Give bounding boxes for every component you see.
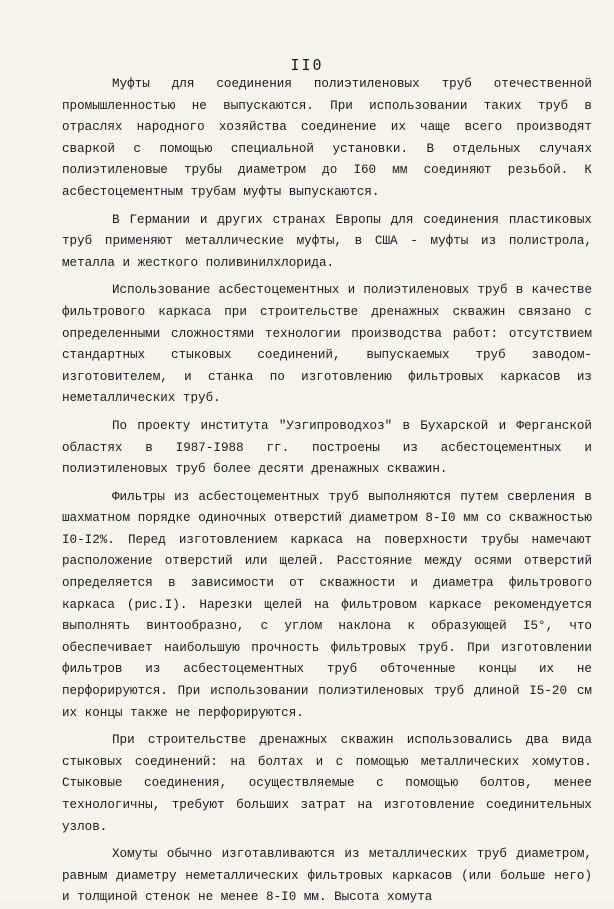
paragraph-2: В Германии и других странах Европы для соединения пластиковых труб применяют металлические муфты, в США - муфты из полистрола, металла и жесткого поливинилхлорида. — [62, 212, 592, 270]
page-number: II0 — [290, 56, 324, 74]
paragraph-1: Муфты для соединения полиэтиленовых труб отечественной промышленностью не выпускаются. При использовании таких труб в отраслях народного хозяйства соединение их чаще всего производят сваркой с помощью специальной установки. В отдельных случаях полиэтиленовые трубы диаметром до I60 мм соединяют резьбой. К асбестоцементным трубам муфты выпускаются. — [62, 77, 592, 199]
body-text — [62, 74, 592, 909]
paragraph-5: Фильтры из асбестоцементных труб выполняются путем сверления в шахматном порядке одиночных отверстий диаметром 8-I0 мм со скважностью I0-I2%. Перед изготовлением каркаса на поверхности трубы намечают расположение отверстий или щелей. Расстояние между осями отверстий определяется в зависимости от скважности и диаметра фильтрового каркаса (рис.I). Нарезки щелей на фильтровом каркасе рекомендуется выполнять винтообразно, с углом наклона к образующей I5°, что обеспечивает наибольшую прочность фильтровых труб. При изготовлении фильтров из асбестоцементных труб обточенные концы их не перфорируются. При использовании полиэтиленовых труб длиной I5-20 см их концы также не перфорируются. — [62, 489, 592, 720]
paragraph-7: Хомуты обычно изготавливаются из металлических труб диаметром, равным диаметру неметаллических фильтровых каркасов (или больше него) и толщиной стенок не менее 8-I0 мм. Высота хомута — [62, 847, 592, 905]
paragraph-6: При строительстве дренажных скважин использовались два вида стыковых соединений: на болтах и с помощью металлических хомутов. Стыковые соединения, осуществляемые с помощью болтов, менее технологичны, требуют больших затрат на изготовление соединительных узлов. — [62, 733, 592, 834]
paragraph-4: По проекту института "Узгипроводхоз" в Бухарской и Ферганской областях в I987-I988 гг. построены из асбестоцементных и полиэтиленовых труб более десяти дренажных скважин. — [62, 418, 592, 477]
paragraph-3: Использование асбестоцементных и полиэтиленовых труб в качестве фильтрового каркаса при строительстве дренажных скважин связано с определенными сложностями технологии производства работ: отсутствием стандартных стыковых соединений, выпускаемых труб заводом-изготовителем, и станка по изготовлению фильтровых каркасов из неметаллических труб. — [62, 283, 592, 406]
